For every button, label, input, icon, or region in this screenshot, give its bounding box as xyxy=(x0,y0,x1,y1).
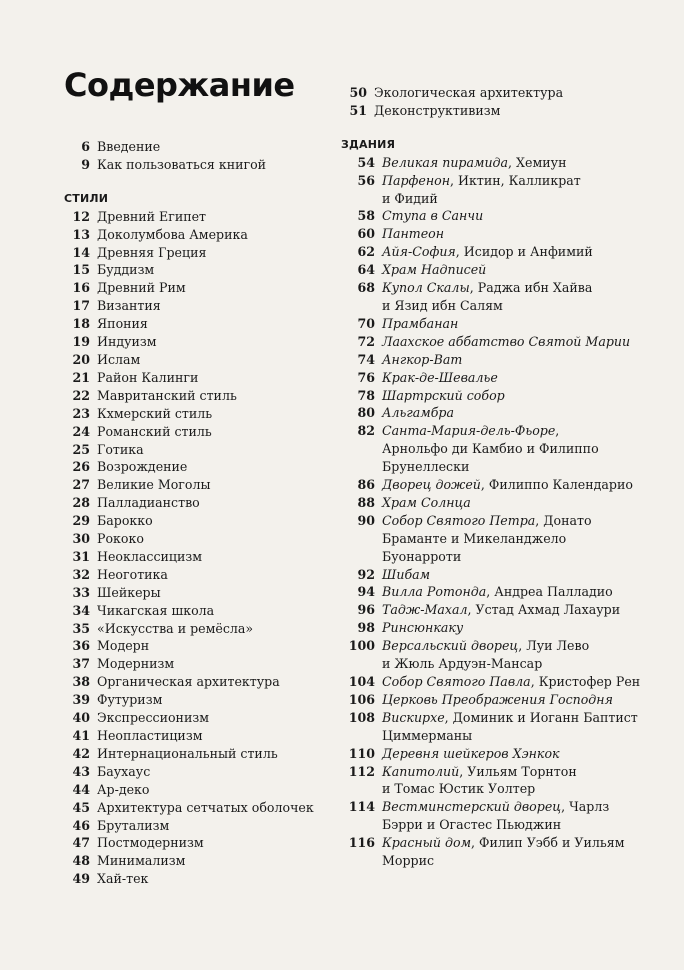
styles-heading: СТИЛИ xyxy=(64,191,109,205)
toc-entry xyxy=(64,226,344,244)
page-number: 19 xyxy=(72,334,90,350)
building-name: Красный дом xyxy=(382,835,472,851)
page-number: 38 xyxy=(72,674,90,690)
building-architect: , Андреа Палладио xyxy=(486,584,613,600)
entry-title: Футуризм xyxy=(97,692,163,708)
building-name: Храм Надписей xyxy=(382,262,487,278)
buildings-list xyxy=(341,154,671,870)
page-number: 31 xyxy=(72,548,90,564)
building-architect: , Филиппо Календарио xyxy=(480,477,633,493)
toc-entry xyxy=(341,154,671,172)
page-number: 13 xyxy=(72,226,90,242)
toc-entry xyxy=(64,691,344,709)
building-architect: , Донато xyxy=(535,512,592,528)
page-number: 6 xyxy=(81,139,90,154)
toc-entry xyxy=(64,476,344,494)
building-architect-cont: Арнольфо ди Камбио и Филиппо xyxy=(382,441,599,457)
entry-title: Шейкеры xyxy=(97,584,161,600)
toc-entry xyxy=(341,476,671,494)
building-name: Шибам xyxy=(382,566,431,582)
entry-title: Романский стиль xyxy=(97,423,212,439)
toc-entry xyxy=(64,727,344,745)
building-name: Деревня шейкеров Хэнкок xyxy=(382,745,560,761)
toc-entry xyxy=(64,745,344,763)
intro-list xyxy=(64,138,344,174)
toc-entry xyxy=(341,387,671,405)
entry-title: Ар-деко xyxy=(97,781,150,797)
building-architect: , Луи Лево xyxy=(518,638,590,654)
building-name: Ринсюнкаку xyxy=(382,620,464,636)
page-number: 26 xyxy=(72,459,90,475)
toc-entry xyxy=(64,870,344,888)
toc-entry xyxy=(341,243,671,261)
building-architect-cont: и Томас Юстик Уолтер xyxy=(382,781,536,797)
toc-entry xyxy=(64,208,344,226)
page-title: Содержание xyxy=(64,66,295,104)
building-name: Ангкор-Ват xyxy=(382,351,463,367)
page-number: 98 xyxy=(357,620,375,636)
toc-entry xyxy=(64,620,344,638)
building-name: Шартрский собор xyxy=(382,387,505,403)
toc-entry xyxy=(64,441,344,459)
page-number: 39 xyxy=(72,692,90,708)
page-number: 56 xyxy=(357,172,375,188)
entry-title: Экологическая архитектура xyxy=(374,85,564,100)
entry-title: Экспрессионизм xyxy=(97,710,210,726)
entry-title: Органическая архитектура xyxy=(97,674,280,690)
page-number: 29 xyxy=(72,513,90,529)
page-number: 47 xyxy=(72,835,90,851)
entry-title: Неоклассицизм xyxy=(97,548,203,564)
entry-title: Введение xyxy=(97,139,161,154)
toc-entry xyxy=(64,138,344,156)
page-number: 27 xyxy=(72,477,90,493)
page-number: 40 xyxy=(72,710,90,726)
entry-title: Брутализм xyxy=(97,817,170,833)
page-number: 14 xyxy=(72,244,90,260)
left-column xyxy=(64,138,344,888)
entry-title: Япония xyxy=(97,316,148,332)
toc-entry xyxy=(341,834,671,870)
toc-entry xyxy=(341,225,671,243)
building-architect: , Доминик и Иоганн Баптист xyxy=(444,709,638,725)
page-number: 96 xyxy=(357,602,375,618)
right-column xyxy=(341,84,671,870)
entry-title: Мавританский стиль xyxy=(97,387,237,403)
page-number: 82 xyxy=(357,423,375,439)
entry-title: Древний Египет xyxy=(97,208,207,224)
toc-entry xyxy=(341,798,671,834)
toc-entry xyxy=(341,619,671,637)
building-name: Вилла Ротонда xyxy=(382,584,487,600)
toc-entry xyxy=(64,405,344,423)
building-name: Санта-Мария-дель-Фьоре xyxy=(382,423,556,439)
toc-entry xyxy=(64,297,344,315)
page-number: 44 xyxy=(72,781,90,797)
page-number: 76 xyxy=(357,369,375,385)
page-number: 62 xyxy=(357,244,375,260)
building-architect-cont: и Жюль Ардуэн-Мансар xyxy=(382,656,543,672)
page-number: 106 xyxy=(348,691,375,707)
building-architect: , Раджа ибн Хайва xyxy=(469,280,593,296)
building-name: Вискирхе xyxy=(382,709,445,725)
entry-title: Возрождение xyxy=(97,459,188,475)
toc-entry xyxy=(341,673,671,691)
toc-entry xyxy=(341,404,671,422)
page-number: 92 xyxy=(357,566,375,582)
entry-title: Рококо xyxy=(97,531,144,547)
page-number: 114 xyxy=(348,799,375,815)
toc-entry xyxy=(64,817,344,835)
building-name: Собор Святого Петра xyxy=(382,512,536,528)
entry-title: Как пользоваться книгой xyxy=(97,156,267,172)
building-architect: , Хемиун xyxy=(508,154,567,170)
entry-title: Древняя Греция xyxy=(97,244,207,260)
page-number: 37 xyxy=(72,656,90,672)
building-name: Церковь Преображения Господня xyxy=(382,691,613,707)
page-number: 58 xyxy=(357,208,375,224)
toc-entry xyxy=(64,369,344,387)
toc-entry xyxy=(64,458,344,476)
entry-title: Модернизм xyxy=(97,656,175,672)
building-architect-cont: Браманте и Микеланджело xyxy=(382,530,567,546)
page-number: 21 xyxy=(72,369,90,385)
building-architect-cont: Буонарроти xyxy=(382,548,462,564)
building-name: Тадж-Махал xyxy=(382,602,468,618)
page-number: 16 xyxy=(72,280,90,296)
toc-entry xyxy=(64,261,344,279)
building-architect-cont: и Фидий xyxy=(382,190,438,206)
page-number: 28 xyxy=(72,495,90,511)
styles-continued-list xyxy=(341,84,671,120)
building-name: Дворец дожей xyxy=(382,477,481,493)
entry-title: Район Калинги xyxy=(97,369,199,385)
building-architect-cont: Моррис xyxy=(382,853,435,869)
toc-entry xyxy=(64,351,344,369)
page-number: 20 xyxy=(72,351,90,367)
page-number: 22 xyxy=(72,387,90,403)
page-number: 12 xyxy=(72,208,90,224)
toc-entry xyxy=(341,637,671,673)
entry-title: Барокко xyxy=(97,513,153,529)
building-name: Парфенон xyxy=(382,172,451,188)
toc-entry xyxy=(64,423,344,441)
page-number: 104 xyxy=(348,674,375,689)
entry-title: Интернациональный стиль xyxy=(97,745,278,761)
page-number: 60 xyxy=(357,226,375,242)
page-number: 32 xyxy=(72,566,90,582)
page-number: 78 xyxy=(357,387,375,403)
toc-entry xyxy=(64,673,344,691)
toc-entry xyxy=(341,745,671,763)
building-name: Версальский дворец xyxy=(382,638,519,654)
building-architect: , Исидор и Анфимий xyxy=(455,244,593,260)
building-name: Крак-де-Шевалье xyxy=(382,369,498,385)
toc-entry xyxy=(341,369,671,387)
page-number: 34 xyxy=(72,602,90,618)
building-architect: , xyxy=(555,423,560,439)
page-number: 36 xyxy=(72,638,90,654)
entry-title: Великие Моголы xyxy=(97,477,211,493)
toc-entry xyxy=(64,852,344,870)
building-name: Айя-София xyxy=(382,244,456,260)
toc-entry xyxy=(64,494,344,512)
building-architect-cont: Бэрри и Огастес Пьюджин xyxy=(382,817,562,833)
toc-entry xyxy=(341,351,671,369)
page-number: 18 xyxy=(72,316,90,332)
toc-entry xyxy=(341,691,671,709)
building-name: Прамбанан xyxy=(382,315,459,331)
page-number: 51 xyxy=(349,102,367,118)
toc-entry xyxy=(341,315,671,333)
building-name: Ступа в Санчи xyxy=(382,208,484,224)
toc-entry xyxy=(341,709,671,745)
buildings-heading: ЗДАНИЯ xyxy=(341,137,396,151)
entry-title: Ислам xyxy=(97,351,141,367)
toc-entry xyxy=(64,512,344,530)
page-number: 100 xyxy=(348,638,375,654)
toc-entry xyxy=(64,279,344,297)
page-number: 42 xyxy=(72,745,90,761)
toc-entry xyxy=(341,261,671,279)
entry-title: Неоготика xyxy=(97,566,168,582)
toc-entry xyxy=(64,387,344,405)
toc-entry xyxy=(341,172,671,208)
page-number: 64 xyxy=(357,262,375,278)
page-number: 108 xyxy=(348,709,375,725)
page-number: 50 xyxy=(349,85,367,100)
toc-entry xyxy=(341,583,671,601)
toc-entry xyxy=(341,102,671,120)
toc-entry xyxy=(341,207,671,225)
page-number: 94 xyxy=(357,584,375,600)
page-number: 68 xyxy=(357,280,375,296)
entry-title: Минимализм xyxy=(97,853,186,869)
page-number: 116 xyxy=(348,835,375,851)
building-architect: , Чарлз xyxy=(561,799,610,815)
entry-title: Неопластицизм xyxy=(97,728,203,743)
building-name: Пантеон xyxy=(382,226,445,242)
building-name: Лаахское аббатство Святой Марии xyxy=(382,333,631,349)
page-number: 30 xyxy=(72,531,90,547)
entry-title: Кхмерский стиль xyxy=(97,405,213,421)
page-number: 46 xyxy=(72,817,90,833)
page-number: 70 xyxy=(357,315,375,331)
toc-entry xyxy=(64,244,344,262)
page-number: 15 xyxy=(72,262,90,278)
building-name: Великая пирамида xyxy=(382,154,509,170)
page-number: 17 xyxy=(72,298,90,314)
building-architect-cont: и Язид ибн Салям xyxy=(382,297,503,313)
page-number: 49 xyxy=(72,871,90,887)
entry-title: Постмодернизм xyxy=(97,835,204,851)
toc-entry xyxy=(341,279,671,315)
building-name: Капитолий xyxy=(382,763,460,779)
toc-entry xyxy=(64,530,344,548)
building-name: Купол Скалы xyxy=(382,280,470,296)
page-number: 43 xyxy=(72,763,90,779)
toc-entry xyxy=(341,566,671,584)
entry-title: Архитектура сетчатых оболочек xyxy=(97,799,314,815)
toc-entry xyxy=(64,637,344,655)
building-name: Собор Святого Павла xyxy=(382,674,531,689)
building-architect-cont: Циммерманы xyxy=(382,727,473,743)
page-number: 9 xyxy=(81,156,90,172)
page-number: 45 xyxy=(72,799,90,815)
entry-title: Доколумбова Америка xyxy=(97,226,248,242)
entry-title: Готика xyxy=(97,441,144,457)
entry-title: «Искусства и ремёсла» xyxy=(97,620,254,636)
entry-title: Деконструктивизм xyxy=(374,102,501,118)
toc-entry xyxy=(341,763,671,799)
toc-entry xyxy=(341,494,671,512)
page-number: 90 xyxy=(357,512,375,528)
entry-title: Древний Рим xyxy=(97,280,186,296)
page-number: 86 xyxy=(357,477,375,493)
building-architect: , Уильям Торнтон xyxy=(459,763,577,779)
building-name: Храм Солнца xyxy=(382,494,471,510)
entry-title: Модерн xyxy=(97,638,150,654)
toc-entry xyxy=(341,333,671,351)
styles-list xyxy=(64,208,344,888)
toc-entry xyxy=(341,422,671,476)
toc-entry xyxy=(64,709,344,727)
toc-entry xyxy=(64,799,344,817)
toc-entry xyxy=(64,763,344,781)
toc-entry xyxy=(64,333,344,351)
toc-entry xyxy=(64,834,344,852)
toc-entry xyxy=(64,584,344,602)
building-architect: , Устад Ахмад Лахаури xyxy=(467,602,621,618)
entry-title: Чикагская школа xyxy=(97,602,215,618)
page-number: 112 xyxy=(348,763,375,779)
building-name: Альгамбра xyxy=(382,405,454,421)
toc-entry xyxy=(341,601,671,619)
page-number: 80 xyxy=(357,405,375,421)
toc-entry xyxy=(64,602,344,620)
page-number: 24 xyxy=(72,423,90,439)
building-architect: , Иктин, Калликрат xyxy=(450,172,581,188)
toc-entry xyxy=(64,781,344,799)
toc-entry xyxy=(64,566,344,584)
toc-entry xyxy=(64,156,344,174)
building-architect: , Филип Уэбб и Уильям xyxy=(471,835,625,851)
building-architect-cont: Брунеллески xyxy=(382,459,470,475)
entry-title: Буддизм xyxy=(97,262,155,278)
building-architect: , Кристофер Рен xyxy=(530,674,641,689)
page-number: 23 xyxy=(72,405,90,421)
toc-entry xyxy=(64,315,344,333)
page-number: 41 xyxy=(72,728,90,743)
page-number: 48 xyxy=(72,853,90,869)
building-name: Вестминстерский дворец xyxy=(382,799,562,815)
page-number: 110 xyxy=(348,745,375,761)
page-number: 72 xyxy=(357,333,375,349)
page-number: 33 xyxy=(72,584,90,600)
entry-title: Индуизм xyxy=(97,334,157,350)
entry-title: Византия xyxy=(97,298,161,314)
page-number: 74 xyxy=(357,351,375,367)
page-number: 35 xyxy=(72,620,90,636)
page-number: 88 xyxy=(357,494,375,510)
toc-entry xyxy=(64,548,344,566)
toc-entry xyxy=(341,512,671,566)
entry-title: Хай-тек xyxy=(97,871,149,887)
toc-entry xyxy=(64,655,344,673)
page-number: 54 xyxy=(357,154,375,170)
entry-title: Баухаус xyxy=(97,763,151,779)
page-number: 25 xyxy=(72,441,90,457)
entry-title: Палладианство xyxy=(97,495,200,511)
toc-entry xyxy=(341,84,671,102)
